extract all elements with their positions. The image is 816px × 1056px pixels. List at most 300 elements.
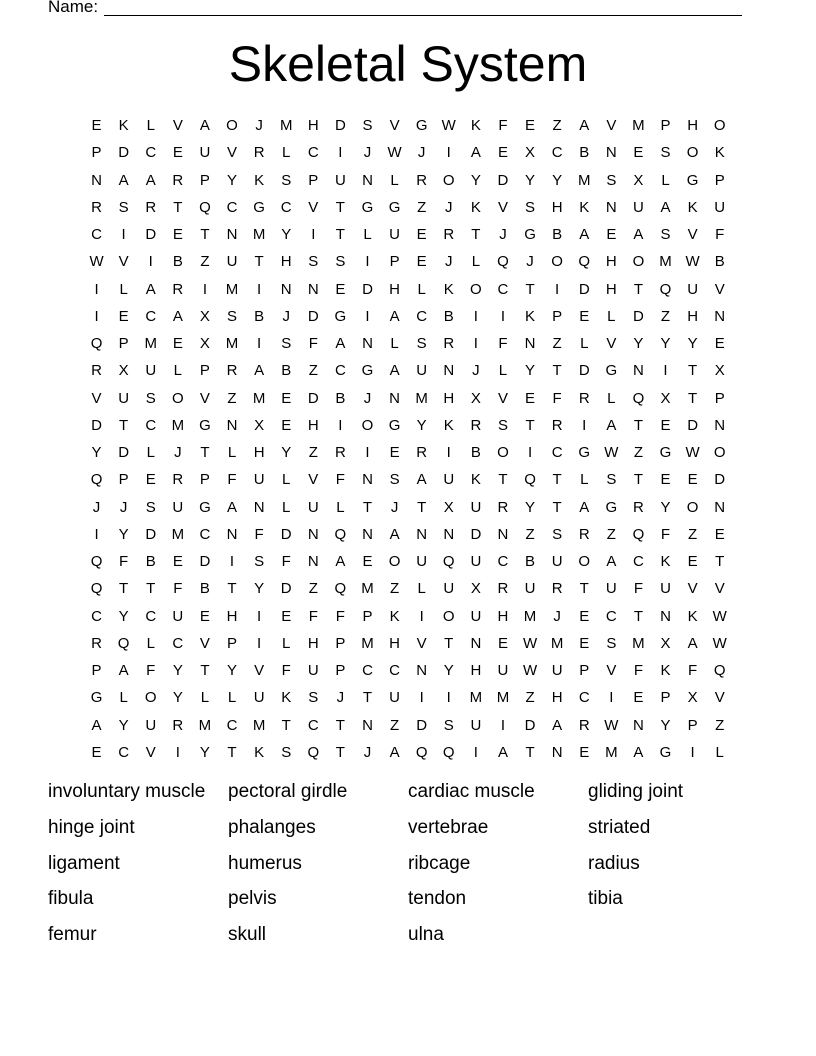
grid-letter[interactable]: W (387, 144, 402, 162)
grid-letter[interactable]: K (579, 198, 590, 216)
grid-letter[interactable]: X (470, 580, 481, 598)
grid-letter[interactable]: I (338, 416, 343, 434)
grid-letter[interactable]: Y (254, 580, 265, 598)
grid-letter[interactable]: D (145, 525, 157, 543)
grid-letter[interactable]: L (661, 171, 670, 189)
grid-letter[interactable]: L (336, 498, 345, 516)
grid-letter[interactable]: M (415, 389, 428, 407)
grid-letter[interactable]: E (525, 389, 536, 407)
grid-letter[interactable]: I (229, 553, 235, 571)
grid-letter[interactable]: F (227, 471, 237, 489)
grid-letter[interactable]: I (500, 307, 506, 325)
grid-letter[interactable]: T (254, 253, 264, 271)
grid-letter[interactable]: M (469, 689, 483, 707)
grid-letter[interactable]: E (281, 416, 292, 434)
grid-letter[interactable]: U (605, 580, 617, 598)
grid-letter[interactable]: S (281, 743, 292, 761)
grid-letter[interactable]: A (389, 743, 400, 761)
grid-letter[interactable]: R (172, 471, 184, 489)
grid-letter[interactable]: P (687, 716, 698, 734)
grid-letter[interactable]: G (605, 498, 618, 516)
grid-letter[interactable]: F (633, 580, 643, 598)
grid-letter[interactable]: A (470, 144, 481, 162)
grid-letter[interactable]: V (606, 335, 617, 353)
grid-letter[interactable]: A (389, 307, 400, 325)
grid-letter[interactable]: E (660, 471, 671, 489)
grid-letter[interactable]: T (335, 716, 345, 734)
grid-letter[interactable]: Y (199, 743, 210, 761)
grid-letter[interactable]: B (579, 144, 590, 162)
grid-letter[interactable]: P (660, 117, 671, 135)
grid-letter[interactable]: U (470, 716, 482, 734)
grid-letter[interactable]: T (688, 389, 698, 407)
grid-letter[interactable]: I (175, 743, 180, 761)
grid-letter[interactable]: E (335, 280, 346, 298)
grid-letter[interactable]: F (281, 553, 291, 571)
grid-letter[interactable]: M (279, 117, 293, 135)
grid-letter[interactable]: O (578, 553, 591, 571)
grid-letter[interactable]: Q (497, 253, 509, 271)
grid-letter[interactable]: P (308, 171, 319, 189)
grid-letter[interactable]: F (688, 662, 698, 680)
grid-letter[interactable]: V (199, 634, 210, 652)
grid-letter[interactable]: A (91, 716, 102, 734)
grid-letter[interactable]: C (226, 198, 238, 216)
grid-letter[interactable]: K (660, 662, 671, 680)
grid-letter[interactable]: G (361, 198, 374, 216)
grid-letter[interactable]: U (389, 226, 400, 244)
grid-letter[interactable]: A (335, 553, 346, 571)
grid-letter[interactable]: E (416, 253, 427, 271)
grid-letter[interactable]: L (715, 743, 724, 761)
grid-letter[interactable]: S (660, 226, 671, 244)
grid-letter[interactable]: L (282, 144, 291, 162)
grid-letter[interactable]: I (365, 444, 370, 462)
grid-letter[interactable]: O (497, 444, 509, 462)
grid-letter[interactable]: N (362, 335, 373, 353)
grid-letter[interactable]: H (605, 253, 617, 271)
grid-letter[interactable]: N (307, 553, 319, 571)
grid-letter[interactable]: E (687, 471, 698, 489)
grid-letter[interactable]: K (389, 607, 400, 625)
grid-letter[interactable]: A (579, 498, 590, 516)
grid-letter[interactable]: H (497, 607, 509, 625)
grid-letter[interactable]: B (145, 553, 156, 571)
grid-letter[interactable]: S (606, 634, 617, 652)
grid-letter[interactable]: I (257, 634, 262, 652)
grid-letter[interactable]: I (121, 226, 126, 244)
grid-letter[interactable]: A (606, 416, 617, 434)
grid-letter[interactable]: C (307, 144, 319, 162)
grid-letter[interactable]: Y (281, 226, 292, 244)
grid-letter[interactable]: V (199, 389, 210, 407)
grid-letter[interactable]: Y (660, 498, 671, 516)
grid-letter[interactable]: I (311, 226, 316, 244)
grid-letter[interactable]: F (498, 335, 508, 353)
grid-letter[interactable]: Y (443, 662, 454, 680)
grid-letter[interactable]: Z (308, 580, 318, 598)
grid-letter[interactable]: O (686, 144, 699, 162)
grid-letter[interactable]: A (687, 634, 698, 652)
grid-letter[interactable]: Z (389, 716, 400, 734)
grid-letter[interactable]: V (91, 389, 102, 407)
grid-letter[interactable]: E (172, 553, 183, 571)
grid-letter[interactable]: T (173, 198, 183, 216)
grid-letter[interactable]: A (633, 743, 644, 761)
grid-letter[interactable]: D (497, 171, 509, 189)
grid-letter[interactable]: Y (416, 416, 427, 434)
grid-letter[interactable]: D (714, 471, 726, 489)
grid-letter[interactable]: Q (442, 743, 455, 761)
grid-letter[interactable]: X (714, 362, 725, 380)
grid-letter[interactable]: N (226, 525, 238, 543)
grid-letter[interactable]: L (390, 335, 399, 353)
grid-letter[interactable]: N (714, 498, 726, 516)
grid-letter[interactable]: K (281, 689, 292, 707)
grid-letter[interactable]: A (118, 662, 129, 680)
grid-letter[interactable]: R (172, 280, 184, 298)
grid-letter[interactable]: E (579, 634, 590, 652)
grid-letter[interactable]: A (660, 198, 671, 216)
grid-letter[interactable]: X (254, 416, 265, 434)
grid-letter[interactable]: E (91, 117, 102, 135)
grid-letter[interactable]: W (712, 634, 727, 652)
grid-letter[interactable]: E (362, 553, 373, 571)
grid-letter[interactable]: V (687, 580, 698, 598)
grid-letter[interactable]: T (525, 416, 535, 434)
grid-letter[interactable]: M (496, 689, 510, 707)
grid-letter[interactable]: Q (632, 525, 645, 543)
grid-letter[interactable]: H (470, 662, 482, 680)
grid-letter[interactable]: T (227, 580, 237, 598)
grid-letter[interactable]: R (633, 498, 644, 516)
grid-letter[interactable]: U (416, 553, 428, 571)
grid-letter[interactable]: I (473, 335, 478, 353)
grid-letter[interactable]: R (578, 716, 590, 734)
grid-letter[interactable]: H (389, 280, 400, 298)
grid-letter[interactable]: G (605, 362, 618, 380)
grid-letter[interactable]: U (633, 198, 644, 216)
grid-letter[interactable]: M (225, 335, 239, 353)
grid-letter[interactable]: Y (118, 607, 129, 625)
grid-letter[interactable]: E (281, 607, 292, 625)
grid-letter[interactable]: N (280, 280, 292, 298)
grid-letter[interactable]: R (497, 580, 509, 598)
grid-letter[interactable]: S (254, 553, 265, 571)
grid-letter[interactable]: F (633, 662, 643, 680)
grid-letter[interactable]: A (389, 362, 400, 380)
grid-letter[interactable]: G (334, 307, 347, 325)
grid-letter[interactable]: X (660, 389, 671, 407)
grid-letter[interactable]: R (226, 362, 238, 380)
grid-letter[interactable]: T (335, 226, 345, 244)
grid-letter[interactable]: Z (715, 716, 725, 734)
grid-letter[interactable]: A (606, 553, 617, 571)
grid-letter[interactable]: K (714, 144, 725, 162)
grid-letter[interactable]: H (307, 117, 319, 135)
grid-letter[interactable]: C (389, 662, 400, 680)
grid-letter[interactable]: U (145, 716, 157, 734)
grid-letter[interactable]: O (388, 553, 401, 571)
grid-letter[interactable]: S (281, 335, 292, 353)
grid-letter[interactable]: G (90, 689, 103, 707)
grid-letter[interactable]: I (446, 444, 451, 462)
grid-letter[interactable]: N (551, 743, 563, 761)
grid-letter[interactable]: D (280, 525, 292, 543)
grid-letter[interactable]: Q (117, 634, 130, 652)
grid-letter[interactable]: C (145, 416, 157, 434)
grid-letter[interactable]: E (91, 743, 102, 761)
grid-letter[interactable]: N (470, 634, 482, 652)
grid-letter[interactable]: W (441, 117, 456, 135)
grid-letter[interactable]: U (172, 607, 184, 625)
grid-letter[interactable]: I (94, 525, 99, 543)
grid-letter[interactable]: Q (632, 389, 645, 407)
name-line[interactable] (104, 15, 742, 16)
grid-letter[interactable]: N (714, 307, 726, 325)
grid-letter[interactable]: P (714, 389, 725, 407)
grid-letter[interactable]: T (200, 444, 210, 462)
grid-letter[interactable]: D (307, 389, 319, 407)
grid-letter[interactable]: E (145, 471, 156, 489)
grid-letter[interactable]: H (551, 689, 563, 707)
grid-letter[interactable]: V (308, 198, 319, 216)
grid-letter[interactable]: E (172, 226, 183, 244)
grid-letter[interactable]: A (579, 226, 590, 244)
grid-letter[interactable]: M (171, 416, 185, 434)
grid-letter[interactable]: K (525, 307, 536, 325)
grid-letter[interactable]: Z (417, 198, 427, 216)
grid-letter[interactable]: K (470, 198, 481, 216)
grid-letter[interactable]: A (552, 716, 563, 734)
grid-letter[interactable]: L (200, 689, 210, 707)
grid-letter[interactable]: C (172, 634, 184, 652)
grid-letter[interactable]: N (633, 716, 644, 734)
grid-letter[interactable]: T (525, 743, 535, 761)
grid-letter[interactable]: R (91, 362, 102, 380)
grid-letter[interactable]: I (500, 716, 506, 734)
grid-letter[interactable]: I (419, 607, 424, 625)
grid-letter[interactable]: I (663, 362, 668, 380)
grid-letter[interactable]: U (199, 144, 211, 162)
grid-letter[interactable]: Z (308, 444, 318, 462)
grid-letter[interactable]: U (497, 662, 509, 680)
grid-letter[interactable]: C (362, 662, 373, 680)
grid-letter[interactable]: B (199, 580, 210, 598)
grid-letter[interactable]: L (146, 634, 155, 652)
grid-letter[interactable]: I (609, 689, 614, 707)
grid-letter[interactable]: R (470, 416, 482, 434)
grid-letter[interactable]: Y (91, 444, 102, 462)
grid-letter[interactable]: U (470, 607, 482, 625)
grid-letter[interactable]: O (171, 389, 184, 407)
grid-letter[interactable]: E (714, 525, 725, 543)
grid-letter[interactable]: C (199, 525, 211, 543)
grid-letter[interactable]: V (714, 580, 725, 598)
grid-letter[interactable]: F (498, 117, 508, 135)
grid-letter[interactable]: E (606, 226, 617, 244)
grid-letter[interactable]: C (334, 362, 346, 380)
grid-letter[interactable]: R (91, 198, 102, 216)
grid-letter[interactable]: M (632, 117, 645, 135)
grid-letter[interactable]: I (257, 280, 262, 298)
grid-letter[interactable]: A (145, 280, 156, 298)
grid-letter[interactable]: P (227, 634, 238, 652)
grid-letter[interactable]: O (226, 117, 238, 135)
grid-letter[interactable]: S (281, 171, 292, 189)
grid-letter[interactable]: Q (442, 553, 455, 571)
grid-letter[interactable]: F (281, 662, 291, 680)
grid-letter[interactable]: Y (660, 335, 671, 353)
grid-letter[interactable]: I (257, 607, 262, 625)
grid-letter[interactable]: S (389, 471, 400, 489)
grid-letter[interactable]: L (282, 498, 291, 516)
grid-letter[interactable]: S (416, 335, 427, 353)
grid-letter[interactable]: Z (389, 580, 400, 598)
grid-letter[interactable]: Y (118, 716, 129, 734)
grid-letter[interactable]: D (416, 716, 428, 734)
grid-letter[interactable]: I (419, 689, 424, 707)
grid-letter[interactable]: E (416, 226, 427, 244)
grid-letter[interactable]: Q (415, 743, 428, 761)
grid-letter[interactable]: T (552, 498, 562, 516)
grid-letter[interactable]: D (118, 144, 130, 162)
grid-letter[interactable]: G (361, 362, 374, 380)
grid-letter[interactable]: G (388, 416, 401, 434)
grid-letter[interactable]: W (604, 444, 619, 462)
grid-letter[interactable]: S (606, 471, 617, 489)
grid-letter[interactable]: E (281, 389, 292, 407)
grid-letter[interactable]: J (499, 226, 507, 244)
grid-letter[interactable]: M (225, 280, 239, 298)
grid-letter[interactable]: S (227, 307, 238, 325)
grid-letter[interactable]: M (361, 634, 374, 652)
grid-letter[interactable]: F (308, 607, 318, 625)
grid-letter[interactable]: H (443, 389, 455, 407)
grid-letter[interactable]: N (524, 335, 536, 353)
grid-letter[interactable]: I (94, 307, 99, 325)
grid-letter[interactable]: M (361, 580, 374, 598)
grid-letter[interactable]: P (199, 171, 210, 189)
grid-letter[interactable]: F (173, 580, 183, 598)
grid-letter[interactable]: M (605, 743, 618, 761)
grid-letter[interactable]: Q (659, 280, 672, 298)
grid-letter[interactable]: P (362, 607, 373, 625)
grid-letter[interactable]: Y (525, 171, 536, 189)
grid-letter[interactable]: E (687, 553, 698, 571)
grid-letter[interactable]: T (227, 743, 237, 761)
grid-letter[interactable]: U (253, 471, 265, 489)
grid-letter[interactable]: F (254, 525, 264, 543)
grid-letter[interactable]: K (254, 743, 265, 761)
grid-letter[interactable]: T (119, 416, 129, 434)
grid-letter[interactable]: Y (633, 335, 644, 353)
grid-letter[interactable]: C (145, 144, 157, 162)
grid-letter[interactable]: R (578, 525, 590, 543)
grid-letter[interactable]: M (252, 716, 266, 734)
grid-letter[interactable]: O (713, 117, 726, 135)
grid-letter[interactable]: Q (90, 580, 103, 598)
grid-letter[interactable]: L (146, 444, 155, 462)
grid-letter[interactable]: F (335, 607, 345, 625)
grid-letter[interactable]: J (336, 689, 345, 707)
grid-letter[interactable]: L (363, 226, 372, 244)
grid-letter[interactable]: D (362, 280, 373, 298)
grid-letter[interactable]: A (416, 471, 427, 489)
grid-letter[interactable]: O (713, 444, 726, 462)
grid-letter[interactable]: Y (660, 716, 671, 734)
grid-letter[interactable]: L (417, 580, 426, 598)
grid-letter[interactable]: U (118, 389, 130, 407)
grid-letter[interactable]: O (686, 498, 699, 516)
grid-letter[interactable]: G (199, 498, 211, 516)
grid-letter[interactable]: U (687, 280, 699, 298)
grid-letter[interactable]: X (199, 307, 210, 325)
grid-letter[interactable]: V (227, 144, 238, 162)
grid-letter[interactable]: S (443, 716, 454, 734)
grid-letter[interactable]: C (226, 716, 238, 734)
grid-letter[interactable]: U (551, 553, 563, 571)
grid-letter[interactable]: U (307, 498, 319, 516)
grid-letter[interactable]: D (470, 525, 482, 543)
grid-letter[interactable]: G (253, 198, 265, 216)
grid-letter[interactable]: K (660, 553, 671, 571)
grid-letter[interactable]: F (308, 335, 318, 353)
grid-letter[interactable]: Y (470, 171, 481, 189)
grid-letter[interactable]: F (715, 226, 725, 244)
grid-letter[interactable]: O (361, 416, 374, 434)
grid-letter[interactable]: N (91, 171, 102, 189)
grid-letter[interactable]: V (497, 389, 508, 407)
grid-letter[interactable]: L (607, 389, 616, 407)
grid-letter[interactable]: P (91, 144, 102, 162)
grid-letter[interactable]: N (443, 362, 455, 380)
grid-letter[interactable]: P (118, 335, 129, 353)
grid-letter[interactable]: S (145, 498, 156, 516)
grid-letter[interactable]: X (470, 389, 481, 407)
grid-letter[interactable]: Z (606, 525, 616, 543)
grid-letter[interactable]: Q (90, 471, 103, 489)
grid-letter[interactable]: R (145, 198, 157, 216)
grid-letter[interactable]: T (552, 471, 562, 489)
grid-letter[interactable]: J (363, 389, 372, 407)
grid-letter[interactable]: R (497, 498, 509, 516)
grid-letter[interactable]: M (632, 634, 645, 652)
grid-letter[interactable]: I (365, 307, 370, 325)
grid-letter[interactable]: T (335, 198, 345, 216)
grid-letter[interactable]: R (334, 444, 346, 462)
grid-letter[interactable]: P (199, 362, 210, 380)
grid-letter[interactable]: F (146, 662, 156, 680)
grid-letter[interactable]: X (443, 498, 454, 516)
grid-letter[interactable]: W (89, 253, 104, 271)
grid-letter[interactable]: S (362, 117, 373, 135)
grid-letter[interactable]: T (579, 580, 589, 598)
grid-letter[interactable]: Y (281, 444, 292, 462)
grid-letter[interactable]: Y (552, 171, 563, 189)
grid-letter[interactable]: I (582, 416, 587, 434)
grid-letter[interactable]: T (688, 362, 698, 380)
grid-letter[interactable]: F (552, 389, 562, 407)
grid-letter[interactable]: R (578, 389, 590, 407)
grid-letter[interactable]: K (443, 416, 454, 434)
grid-letter[interactable]: Q (334, 580, 347, 598)
grid-letter[interactable]: I (202, 280, 207, 298)
grid-letter[interactable]: M (523, 607, 537, 625)
grid-letter[interactable]: T (444, 634, 454, 652)
grid-letter[interactable]: K (687, 198, 698, 216)
grid-letter[interactable]: T (471, 226, 481, 244)
